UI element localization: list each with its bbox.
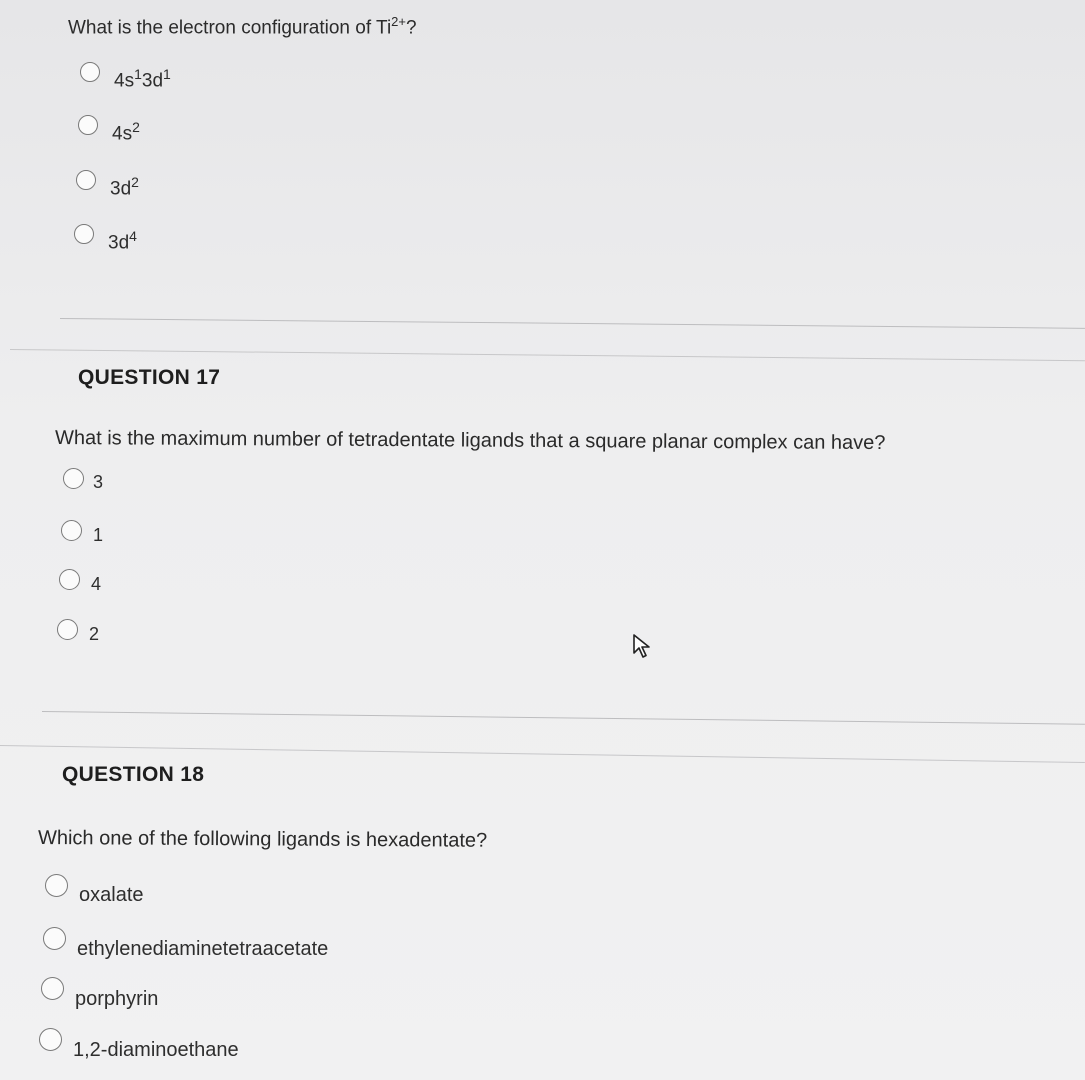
q18-option-1-label: oxalate <box>79 884 144 906</box>
radio-empty-icon[interactable] <box>39 1028 62 1051</box>
q18-option-3[interactable] <box>41 966 158 1011</box>
q17-option-2-label: 1 <box>93 525 104 545</box>
question-18-title: QUESTION 18 <box>62 763 205 786</box>
q16-option-2-label: $4s^2$ <box>112 119 140 145</box>
q16-option-4-label: $3d^4$ <box>108 228 137 254</box>
q16-option-1-label: $4s^13d^1$ <box>114 66 171 92</box>
q18-option-3-label: porphyrin <box>75 988 159 1010</box>
q17-option-1[interactable] <box>63 464 103 493</box>
question-16-text: What is the electron configuration of $Ti^{2+}$? <box>68 14 417 39</box>
q18-option-2-label: ethylenediaminetetraacetate <box>77 938 329 960</box>
q17-option-4-label: 2 <box>89 624 100 644</box>
q18-option-4-label: 1,2-diaminoethane <box>73 1039 239 1061</box>
radio-empty-icon[interactable] <box>43 927 66 950</box>
radio-empty-icon[interactable] <box>57 619 78 640</box>
q16-option-4[interactable] <box>74 214 137 254</box>
q17-option-2[interactable] <box>61 515 103 546</box>
radio-empty-icon[interactable] <box>59 569 80 590</box>
q16-option-3-label: $3d^2$ <box>110 174 139 200</box>
radio-empty-icon[interactable] <box>63 468 84 489</box>
divider <box>10 349 1085 361</box>
q17-option-1-label: 3 <box>93 472 104 492</box>
question-17-title: QUESTION 17 <box>78 366 221 389</box>
q18-option-1[interactable] <box>45 864 144 907</box>
q16-option-3[interactable] <box>76 160 139 200</box>
q16-option-2[interactable] <box>78 105 140 145</box>
mouse-pointer-icon <box>632 633 654 659</box>
question-17-text: What is the maximum number of tetradentate ligands that a square planar complex can have? <box>54 427 886 455</box>
radio-empty-icon[interactable] <box>45 874 68 897</box>
q18-option-2[interactable] <box>43 916 328 961</box>
q17-option-3[interactable] <box>59 564 101 595</box>
divider <box>60 318 1085 329</box>
divider <box>42 711 1085 725</box>
radio-empty-icon[interactable] <box>80 62 100 82</box>
question-18-text: Which one of the following ligands is hexadentate? <box>37 827 488 852</box>
q17-option-3-label: 4 <box>91 574 102 594</box>
radio-empty-icon[interactable] <box>61 520 82 541</box>
radio-empty-icon[interactable] <box>76 170 96 190</box>
radio-empty-icon[interactable] <box>41 977 64 1000</box>
q16-option-1[interactable] <box>80 52 171 92</box>
q18-option-4[interactable] <box>39 1017 239 1062</box>
radio-empty-icon[interactable] <box>74 224 94 244</box>
divider <box>0 745 1085 763</box>
radio-empty-icon[interactable] <box>78 115 98 135</box>
q17-option-4[interactable] <box>57 614 99 645</box>
